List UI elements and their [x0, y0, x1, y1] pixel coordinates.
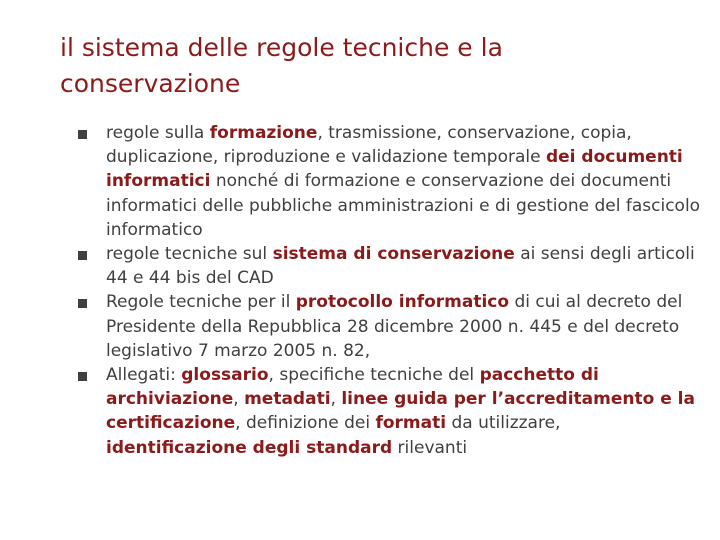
bullet-list	[78, 121, 704, 460]
bullet-text-segment: , definizione dei	[235, 413, 376, 434]
square-bullet-icon	[78, 372, 87, 381]
highlight-term: dei documenti informatici	[106, 147, 683, 192]
bullet-text-segment: rilevanti	[392, 437, 468, 458]
bullet-text-segment: ai sensi degli articoli 44 e 44 bis del CAD	[106, 244, 695, 289]
square-bullet-icon	[78, 299, 87, 308]
bullet-item-3	[78, 290, 704, 363]
bullet-text-segment: , trasmissione, conservazione, copia, duplicazione, riproduzione e validazione temporale	[106, 123, 632, 168]
highlight-term: pacchetto di archiviazione	[106, 365, 599, 410]
highlight-term: formazione	[209, 123, 318, 143]
square-bullet-icon	[78, 251, 87, 260]
bullet-text-segment: da utilizzare,	[446, 413, 561, 434]
bullet-text-segment: regole tecniche sul	[106, 244, 273, 265]
highlight-term: linee guida per l’accreditamento e la certificazione	[106, 389, 695, 434]
bullet-text-segment: di cui al decreto del Presidente della Repubblica 28 dicembre 2000 n. 445 e del decreto legislativo 7 marzo 2005 n. 82,	[106, 292, 683, 361]
square-bullet-icon	[78, 130, 87, 139]
highlight-term: metadati	[244, 389, 331, 410]
bullet-text-segment: , specifiche tecniche del	[268, 365, 480, 386]
highlight-term: identificazione degli standard	[106, 437, 393, 458]
bullet-text-segment: ,	[233, 389, 245, 410]
slide-title: il sistema delle regole tecniche e la conservazione	[60, 33, 503, 98]
highlight-term: formati	[375, 413, 447, 434]
bullet-text-segment: ,	[330, 389, 342, 410]
bullet-text-segment: regole sulla	[106, 123, 210, 143]
bullet-item-1	[78, 121, 704, 242]
highlight-term: sistema di conservazione	[272, 244, 515, 265]
highlight-term: protocollo informatico	[295, 292, 510, 313]
bullet-item-2	[78, 242, 704, 290]
bullet-item-4	[78, 363, 704, 460]
bullet-text-segment: Allegati:	[106, 365, 182, 386]
bullet-text-segment: nonché di formazione e conservazione dei documenti informatici delle pubbliche amministrazioni e di gestione del fascicolo informatico	[106, 171, 701, 240]
bullet-text-segment: Regole tecniche per il	[106, 292, 296, 313]
highlight-term: glossario	[181, 365, 269, 386]
